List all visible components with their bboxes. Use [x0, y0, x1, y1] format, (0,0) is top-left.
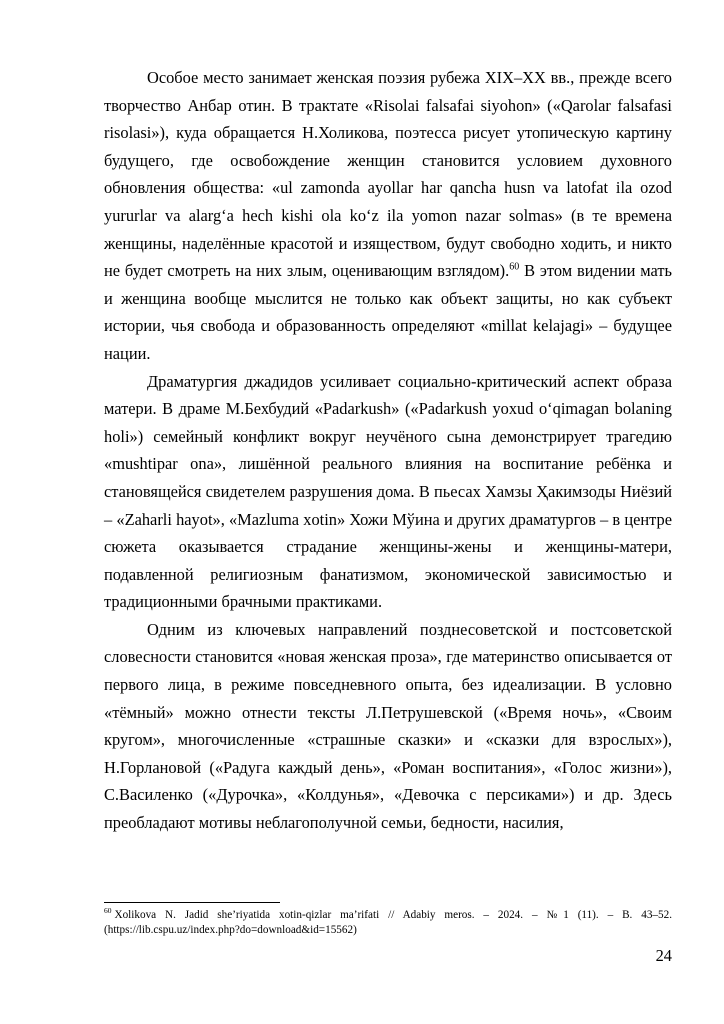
footnote-number: 60 [104, 906, 112, 916]
paragraph-3: Одним из ключевых направлений позднесоветской и постсоветской словесности становится «новая женская проза», где материнство описывается от первого лица, в режиме повседневного опыта, без идеализации. В условно «тёмный» можно отнести тексты Л.Петрушевской («Время ночь», «Своим кругом», многочисленные «страшные сказки» и «сказки для взрослых»), Н.Горлановой («Радуга каждый день», «Роман воспитания», «Голос жизни»), С.Василенко («Дурочка», «Колдунья», «Девочка с персиками») и др. Здесь преобладают мотивы неблагополучной семьи, бедности, насилия, [104, 619, 672, 833]
footnote-text: Xolikova N. Jadid she’riyatida xotin-qizlar ma’rifati // Adabiy meros. – 2024. – №1 (11). – B. 43–52. (https://lib.cspu.uz/index.php?do=download&id=15562) [104, 909, 672, 936]
footnote-divider [104, 902, 280, 903]
footnote-reference[interactable]: 60 [509, 261, 520, 273]
paragraph-1-text: Особое место занимает женская поэзия рубежа XIX–XX вв., прежде всего творчество Анбар отин. В трактате «Risolai falsafai siyohon» («Qarolar falsafasi risolasi»), куда обращается Н.Холикова, поэтесса рисует утопическую картину будущего, где освобождение женщин становится условием духовного обновления общества: «ul zamonda ayollar har qancha husn va latofat ila ozod yururlar va alarg‘a hech kishi ola ko‘z ila yomon nazar solmas» (в те времена женщины, наделённые красотой и изяществом, будут свободно ходить, и никто не будет смотреть на них злым, оценивающим взглядом). [104, 68, 672, 281]
page-number: 24 [655, 946, 672, 965]
footnote [104, 908, 672, 938]
paragraph-1 [104, 64, 672, 368]
body-text [104, 64, 672, 837]
paragraph-2: Драматургия джадидов усиливает социально-критический аспект образа матери. В драме М.Бехбудий «Padarkush» («Padarkush yoxud o‘qimagan bolaning holi») семейный конфликт вокруг неучёного сына демонстрирует трагедию «mushtipar ona», лишённой реального влияния на воспитание ребёнка и становящейся свидетелем разрушения дома. В пьесах Хамзы Ҳакимзоды Ниёзий – «Zaharli hayot», «Mazluma xotin» Хожи Мўина и других драматургов – в центре сюжета оказывается страдание женщины-жены и женщины-матери, подавленной религиозным фанатизмом, экономической зависимостью и традиционными брачными практиками. [104, 371, 672, 612]
paragraph-1-text-cont: В этом видении мать и женщина вообще мыслится не только как объект защиты, но как субъект истории, чья свобода и образованность определяют «millat kelajagi» – будущее нации. [104, 261, 673, 363]
